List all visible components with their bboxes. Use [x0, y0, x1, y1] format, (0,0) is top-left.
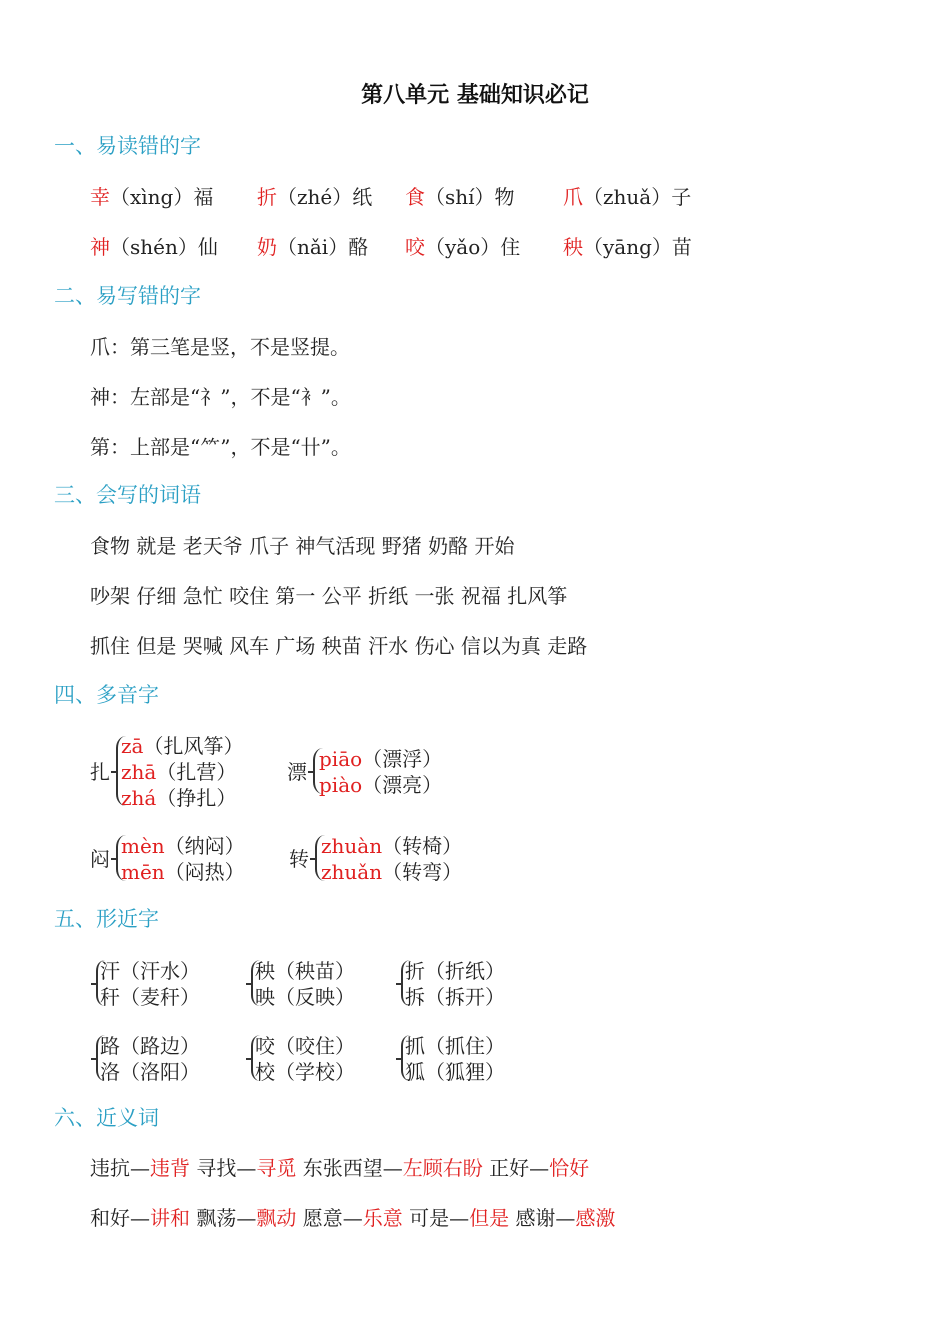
similar-char: 汗（汗水） [100, 959, 200, 983]
misread-item: 爪（zhuǎ）子 [563, 185, 692, 209]
similar-pair [397, 955, 537, 1011]
synonym-line: 违抗—违背 寻找—寻觅 东张西望—左顾右盼 正好—恰好 [90, 1156, 590, 1180]
misread-item: 折（zhé）纸 [257, 185, 373, 209]
similar-char: 校（学校） [255, 1060, 355, 1084]
misread-item: 奶（nǎi）酪 [257, 235, 369, 259]
similar-char: 秆（麦秆） [100, 985, 200, 1009]
section-heading-misread: 一、易读错的字 [54, 134, 201, 158]
misread-item: 食（shí）物 [405, 185, 515, 209]
similar-pair [92, 955, 232, 1011]
similar-pair [397, 1030, 537, 1086]
similar-char: 映（反映） [255, 985, 355, 1009]
misread-item: 幸（xìng）福 [90, 185, 214, 209]
misread-item: 神（shén）仙 [90, 235, 218, 259]
section-heading-words: 三、会写的词语 [54, 483, 201, 507]
polyphone-reading: mèn（纳闷） [121, 834, 245, 858]
polyphone-reading: zhā（扎营） [121, 760, 237, 784]
misread-item: 秧（yāng）苗 [563, 235, 692, 259]
miswrite-note: 爪：第三笔是竖，不是竖提。 [90, 335, 350, 359]
word-list-line: 食物 就是 老天爷 爪子 神气活现 野猪 奶酪 开始 [90, 534, 515, 558]
polyphone-char: 扎 [90, 760, 110, 784]
similar-pair [92, 1030, 232, 1086]
polyphone-char: 转 [289, 847, 309, 871]
polyphone-reading: zhuàn（转椅） [321, 834, 463, 858]
polyphone-group [90, 830, 270, 886]
similar-char: 折（折纸） [405, 959, 505, 983]
polyphone-group [90, 730, 270, 812]
polyphone-char: 闷 [90, 847, 110, 871]
polyphone-reading: zā（扎风筝） [121, 734, 244, 758]
polyphone-reading: zhuǎn（转弯） [321, 860, 463, 884]
polyphone-group [289, 830, 489, 886]
similar-char: 抓（抓住） [405, 1034, 505, 1058]
section-heading-polyphones: 四、多音字 [54, 683, 159, 707]
similar-char: 狐（狐狸） [405, 1060, 505, 1084]
word-list-line: 抓住 但是 哭喊 风车 广场 秧苗 汗水 伤心 信以为真 走路 [90, 634, 588, 658]
synonym-line: 和好—讲和 飘荡—飘动 愿意—乐意 可是—但是 感谢—感激 [90, 1206, 616, 1230]
polyphone-reading: piào（漂亮） [319, 773, 443, 797]
similar-char: 咬（咬住） [255, 1034, 355, 1058]
page-title: 第八单元 基础知识必记 [361, 82, 589, 108]
similar-char: 拆（拆开） [405, 985, 505, 1009]
similar-char: 秧（秧苗） [255, 959, 355, 983]
similar-char: 路（路边） [100, 1034, 200, 1058]
similar-pair [247, 955, 387, 1011]
miswrite-note: 第：上部是“⺮”，不是“卄”。 [90, 435, 351, 459]
polyphone-reading: piāo（漂浮） [319, 747, 443, 771]
similar-char: 洛（洛阳） [100, 1060, 200, 1084]
polyphone-reading: zhá（挣扎） [121, 786, 237, 810]
polyphone-group [287, 743, 467, 799]
section-heading-synonyms: 六、近义词 [54, 1106, 159, 1130]
section-heading-similar: 五、形近字 [54, 907, 159, 931]
miswrite-note: 神：左部是“礻”，不是“衤”。 [90, 385, 351, 409]
section-heading-miswrite: 二、易写错的字 [54, 284, 201, 308]
misread-item: 咬（yǎo）住 [405, 235, 521, 259]
polyphone-char: 漂 [287, 760, 307, 784]
polyphone-reading: mēn（闷热） [121, 860, 245, 884]
similar-pair [247, 1030, 387, 1086]
word-list-line: 吵架 仔细 急忙 咬住 第一 公平 折纸 一张 祝福 扎风筝 [90, 584, 568, 608]
